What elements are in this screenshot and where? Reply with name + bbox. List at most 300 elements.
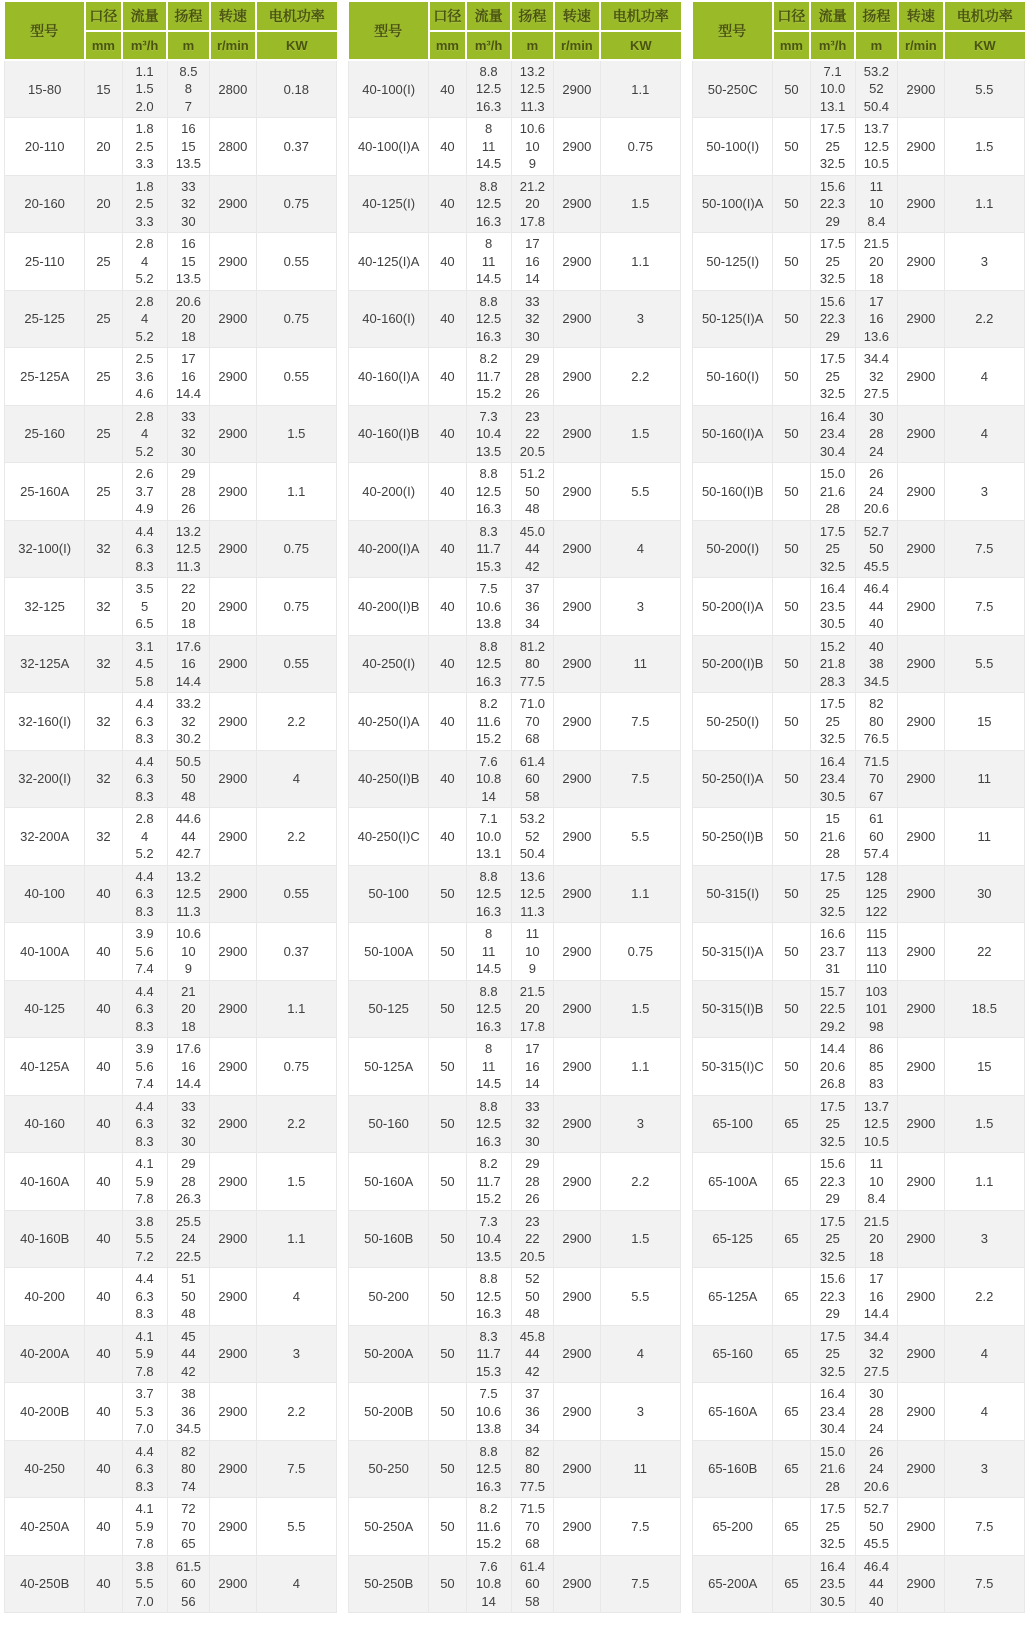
diameter-cell: 20 [85,118,122,176]
head-value-line: 60 [525,771,540,786]
flow-cell [122,1325,167,1383]
head-value-line: 24 [869,483,884,499]
head-value-line: 17 [525,1041,540,1056]
head-value-line: 14.4 [175,1076,202,1091]
pump-spec-table-3 [692,2,1025,1613]
head-value-line: 30.2 [175,731,202,746]
flow-value-line: 7.0 [135,1593,154,1609]
head-value-line: 14 [525,271,540,286]
power-cell: 11 [600,635,680,693]
head-value-line: 50.4 [519,846,546,861]
table-row [5,750,337,808]
flow-cell [122,865,167,923]
head-value-line: 11 [525,926,540,941]
speed-cell: 2900 [210,520,256,578]
model-cell: 50-315(I)B [693,980,773,1038]
head-value-line: 16 [181,656,196,671]
flow-value-line: 32.5 [819,1248,846,1264]
flow-cell [810,693,855,751]
diameter-cell: 40 [429,750,466,808]
head-value-line: 20 [869,1231,884,1246]
table-row [693,1095,1025,1153]
flow-value-line: 4.1 [135,1501,154,1516]
speed-cell: 2900 [898,1383,944,1441]
head-cell [167,1383,209,1441]
speed-cell: 2900 [210,1440,256,1498]
table-row [349,1325,681,1383]
power-cell: 5.5 [600,808,680,866]
flow-value-line: 17.5 [819,1213,846,1229]
flow-value-line: 2.5 [135,138,154,154]
flow-value-line: 2.8 [135,236,154,251]
flow-cell [810,348,855,406]
table-row [5,118,337,176]
speed-cell: 2900 [554,865,600,923]
head-value-line: 30 [869,1386,884,1401]
diameter-cell: 25 [85,348,122,406]
diameter-cell: 65 [773,1095,810,1153]
head-value-line: 22 [525,426,540,441]
model-cell: 50-250B [349,1555,429,1613]
head-value-line: 65 [181,1536,196,1551]
power-cell: 2.2 [600,348,680,406]
table-row [5,405,337,463]
table-row [693,1555,1025,1613]
flow-value-line: 8.3 [135,731,154,746]
power-cell: 1.5 [944,118,1024,176]
head-value-line: 60 [525,1576,540,1591]
power-cell: 4 [256,750,336,808]
diameter-cell: 50 [773,463,810,521]
table-row [693,865,1025,923]
flow-value-line: 16.6 [819,926,846,941]
head-cell [855,463,897,521]
head-cell [511,693,553,751]
power-cell: 11 [944,750,1024,808]
table-row [5,290,337,348]
head-cell [855,1325,897,1383]
model-cell: 32-125 [5,578,85,636]
flow-value-line: 28 [825,501,840,516]
flow-value-line: 2.8 [135,811,154,826]
power-cell: 3 [944,233,1024,291]
table-row [5,923,337,981]
flow-value-line: 8 [484,926,493,941]
head-value-line: 50 [525,1288,540,1304]
diameter-cell: 40 [429,290,466,348]
head-cell [511,1038,553,1096]
flow-value-line: 32.5 [819,731,846,746]
flow-cell [466,520,511,578]
head-value-line: 38 [869,656,884,671]
flow-value-line: 16.3 [475,903,502,919]
flow-cell [122,1498,167,1556]
diameter-cell: 50 [429,980,466,1038]
flow-cell [810,980,855,1038]
flow-cell [810,1038,855,1096]
power-cell: 0.55 [256,233,336,291]
head-value-line: 12.5 [175,541,202,556]
power-cell: 22 [944,923,1024,981]
flow-cell [122,348,167,406]
flow-value-line: 5.9 [135,1518,154,1534]
flow-value-line: 4 [140,253,149,269]
model-cell: 65-125A [693,1268,773,1326]
flow-value-line: 8.8 [479,638,498,654]
head-cell [855,1153,897,1211]
diameter-cell: 50 [773,1038,810,1096]
head-value-line: 18 [181,1018,196,1034]
flow-value-line: 25 [825,1116,840,1131]
table-row [693,290,1025,348]
flow-value-line: 4.1 [135,1156,154,1171]
speed-cell: 2900 [554,808,600,866]
head-value-line: 30 [869,408,884,424]
col-unit-head: m [511,31,553,60]
power-cell: 7.5 [600,1498,680,1556]
flow-value-line: 23.4 [819,771,846,786]
flow-value-line: 15.2 [475,1536,502,1551]
model-cell: 20-160 [5,175,85,233]
head-value-line: 52.7 [863,523,890,539]
col-unit-flow: m³/h [466,31,511,60]
table-row [5,693,337,751]
diameter-cell: 50 [773,348,810,406]
table-row [349,233,681,291]
model-cell: 40-100 [5,865,85,923]
head-value-line: 56 [181,1593,196,1609]
diameter-cell: 40 [429,405,466,463]
speed-cell: 2900 [898,750,944,808]
model-cell: 40-250B [5,1555,85,1613]
head-cell [511,118,553,176]
head-value-line: 44 [525,1346,540,1361]
model-cell: 32-200A [5,808,85,866]
model-cell: 25-160A [5,463,85,521]
flow-cell [122,578,167,636]
diameter-cell: 40 [85,1210,122,1268]
power-cell: 1.1 [944,175,1024,233]
head-cell [855,1038,897,1096]
table-row [349,808,681,866]
table-header [349,2,681,60]
head-cell [511,60,553,118]
flow-value-line: 3.3 [135,156,154,171]
flow-value-line: 23.7 [819,943,846,959]
flow-value-line: 23.5 [819,1576,846,1591]
head-value-line: 76.5 [863,731,890,746]
diameter-cell: 40 [429,808,466,866]
flow-value-line: 25 [825,1346,840,1361]
power-cell: 3 [944,463,1024,521]
head-value-line: 16 [525,253,540,269]
flow-value-line: 5 [140,598,149,614]
speed-cell: 2800 [210,118,256,176]
flow-cell [466,233,511,291]
model-cell: 25-110 [5,233,85,291]
flow-value-line: 30.4 [819,1421,846,1436]
head-cell [167,1153,209,1211]
flow-cell [122,808,167,866]
head-value-line: 11.3 [176,558,201,574]
flow-value-line: 6.5 [135,616,154,631]
power-cell: 2.2 [256,1095,336,1153]
flow-value-line: 11.7 [476,368,501,384]
head-cell [167,693,209,751]
head-value-line: 10 [525,138,540,154]
head-cell [511,175,553,233]
flow-value-line: 4 [140,426,149,441]
head-cell [167,1555,209,1613]
head-value-line: 33 [181,178,196,194]
speed-cell: 2900 [210,1153,256,1211]
flow-value-line: 10.4 [475,1231,502,1246]
head-value-line: 26 [869,466,884,481]
flow-value-line: 8.8 [479,983,498,999]
power-cell: 7.5 [944,578,1024,636]
col-unit-power: KW [944,31,1024,60]
diameter-cell: 50 [429,1498,466,1556]
speed-cell: 2900 [554,463,600,521]
table-row [5,865,337,923]
table-row [693,750,1025,808]
flow-value-line: 8.3 [135,1306,154,1321]
speed-cell: 2900 [898,1095,944,1153]
head-cell [855,578,897,636]
head-value-line: 14.4 [175,673,202,689]
diameter-cell: 25 [85,233,122,291]
head-value-line: 70 [525,713,540,729]
flow-cell [122,1038,167,1096]
diameter-cell: 25 [85,405,122,463]
head-value-line: 58 [525,788,540,804]
table-row [693,60,1025,118]
col-header-diameter: 口径 [773,2,810,31]
diameter-cell: 50 [773,290,810,348]
flow-value-line: 11 [481,1058,496,1074]
flow-value-line: 16.3 [475,213,502,229]
model-cell: 50-160A [349,1153,429,1211]
head-value-line: 37 [525,1386,540,1401]
head-value-line: 32 [181,1116,196,1131]
head-value-line: 28 [181,483,196,499]
flow-value-line: 32.5 [819,1536,846,1551]
flow-value-line: 10.6 [475,1403,502,1419]
table-row [693,348,1025,406]
power-cell: 2.2 [256,693,336,751]
flow-value-line: 5.9 [135,1346,154,1361]
head-value-line: 10.6 [519,121,546,136]
head-value-line: 24 [181,1231,196,1246]
flow-value-line: 17.5 [819,351,846,366]
head-value-line: 36 [181,1403,196,1419]
flow-value-line: 28 [825,846,840,861]
head-value-line: 38 [181,1386,196,1401]
head-value-line: 17.8 [519,213,546,229]
head-value-line: 14.4 [175,386,202,401]
head-cell [167,60,209,118]
model-cell: 50-315(I)A [693,923,773,981]
flow-value-line: 15.0 [819,466,846,481]
diameter-cell: 50 [429,1153,466,1211]
flow-cell [810,60,855,118]
flow-value-line: 16.4 [819,408,846,424]
diameter-cell: 50 [773,118,810,176]
model-cell: 40-250(I)C [349,808,429,866]
head-value-line: 86 [869,1041,884,1056]
flow-value-line: 32.5 [819,271,846,286]
head-value-line: 71.0 [519,696,546,711]
head-value-line: 34 [525,1421,540,1436]
flow-value-line: 4.1 [135,1328,154,1344]
power-cell: 5.5 [944,60,1024,118]
speed-cell: 2900 [898,1038,944,1096]
flow-cell [810,118,855,176]
head-value-line: 36 [525,598,540,614]
model-cell: 20-110 [5,118,85,176]
head-cell [511,1383,553,1441]
head-value-line: 52 [525,828,540,844]
flow-cell [810,1210,855,1268]
head-value-line: 8.4 [867,1191,886,1206]
model-cell: 65-200A [693,1555,773,1613]
flow-value-line: 8.8 [479,868,498,884]
flow-value-line: 5.2 [135,846,154,861]
table-row [693,463,1025,521]
head-value-line: 34.4 [863,351,890,366]
diameter-cell: 50 [773,693,810,751]
flow-value-line: 25 [825,1518,840,1534]
table-row [5,1153,337,1211]
table-header [5,2,337,60]
table-row [693,1210,1025,1268]
power-cell: 5.5 [256,1498,336,1556]
col-header-power: 电机功率 [256,2,336,31]
flow-value-line: 21.6 [819,828,846,844]
model-cell: 65-100A [693,1153,773,1211]
power-cell: 0.37 [256,118,336,176]
speed-cell: 2900 [898,60,944,118]
flow-value-line: 11.6 [476,1518,501,1534]
flow-value-line: 15.7 [819,983,846,999]
diameter-cell: 50 [429,1383,466,1441]
head-cell [167,175,209,233]
col-header-head: 扬程 [167,2,209,31]
diameter-cell: 50 [773,60,810,118]
flow-value-line: 2.8 [135,408,154,424]
flow-cell [122,175,167,233]
table-row [349,1210,681,1268]
flow-value-line: 25 [825,541,840,556]
table-body [5,60,337,1613]
head-value-line: 80 [525,656,540,671]
flow-cell [466,118,511,176]
flow-cell [466,290,511,348]
flow-value-line: 8.8 [479,178,498,194]
head-cell [167,808,209,866]
diameter-cell: 25 [85,463,122,521]
head-value-line: 21.2 [519,178,546,194]
flow-value-line: 14.5 [475,271,502,286]
head-cell [855,290,897,348]
head-cell [511,1498,553,1556]
head-cell [855,60,897,118]
power-cell: 0.55 [256,348,336,406]
model-cell: 40-160(I)A [349,348,429,406]
head-value-line: 40 [869,1593,884,1609]
speed-cell: 2900 [210,750,256,808]
flow-cell [810,923,855,981]
head-value-line: 13.2 [175,868,202,884]
head-value-line: 17 [869,1271,884,1286]
head-value-line: 48 [181,1306,196,1321]
model-cell: 40-125(I) [349,175,429,233]
flow-value-line: 15.2 [819,638,846,654]
head-value-line: 23 [525,1213,540,1229]
flow-value-line: 15.2 [475,1191,502,1206]
flow-cell [122,290,167,348]
flow-cell [810,175,855,233]
head-cell [855,1383,897,1441]
flow-value-line: 28.3 [819,673,846,689]
table-row [693,1268,1025,1326]
head-cell [511,463,553,521]
model-cell: 65-160B [693,1440,773,1498]
power-cell: 0.55 [256,635,336,693]
head-value-line: 36 [525,1403,540,1419]
speed-cell: 2900 [554,60,600,118]
power-cell: 1.1 [600,1038,680,1096]
flow-value-line: 2.5 [135,351,154,366]
power-cell: 1.1 [256,980,336,1038]
flow-cell [810,1325,855,1383]
col-header-head: 扬程 [855,2,897,31]
model-cell: 50-200A [349,1325,429,1383]
head-value-line: 34.5 [863,673,890,689]
head-cell [167,865,209,923]
power-cell: 7.5 [944,520,1024,578]
flow-value-line: 30.5 [819,616,846,631]
model-cell: 50-200(I)A [693,578,773,636]
table-row [5,233,337,291]
table-row [349,1268,681,1326]
head-value-line: 7 [184,98,193,114]
diameter-cell: 32 [85,808,122,866]
head-value-line: 17.6 [175,1041,202,1056]
diameter-cell: 50 [773,808,810,866]
model-cell: 40-250A [5,1498,85,1556]
model-cell: 40-100(I)A [349,118,429,176]
table-row [349,1095,681,1153]
diameter-cell: 40 [85,1498,122,1556]
table-row [349,865,681,923]
table-row [5,348,337,406]
model-cell: 50-200B [349,1383,429,1441]
flow-value-line: 15.2 [475,386,502,401]
flow-value-line: 16.3 [475,1306,502,1321]
flow-cell [466,1210,511,1268]
col-header-diameter: 口径 [85,2,122,31]
table-row [5,60,337,118]
head-value-line: 27.5 [863,386,890,401]
head-value-line: 24 [869,1421,884,1436]
diameter-cell: 20 [85,175,122,233]
head-cell [511,348,553,406]
head-value-line: 8 [184,81,193,97]
model-cell: 25-125 [5,290,85,348]
flow-value-line: 7.5 [479,581,498,596]
diameter-cell: 40 [85,1095,122,1153]
